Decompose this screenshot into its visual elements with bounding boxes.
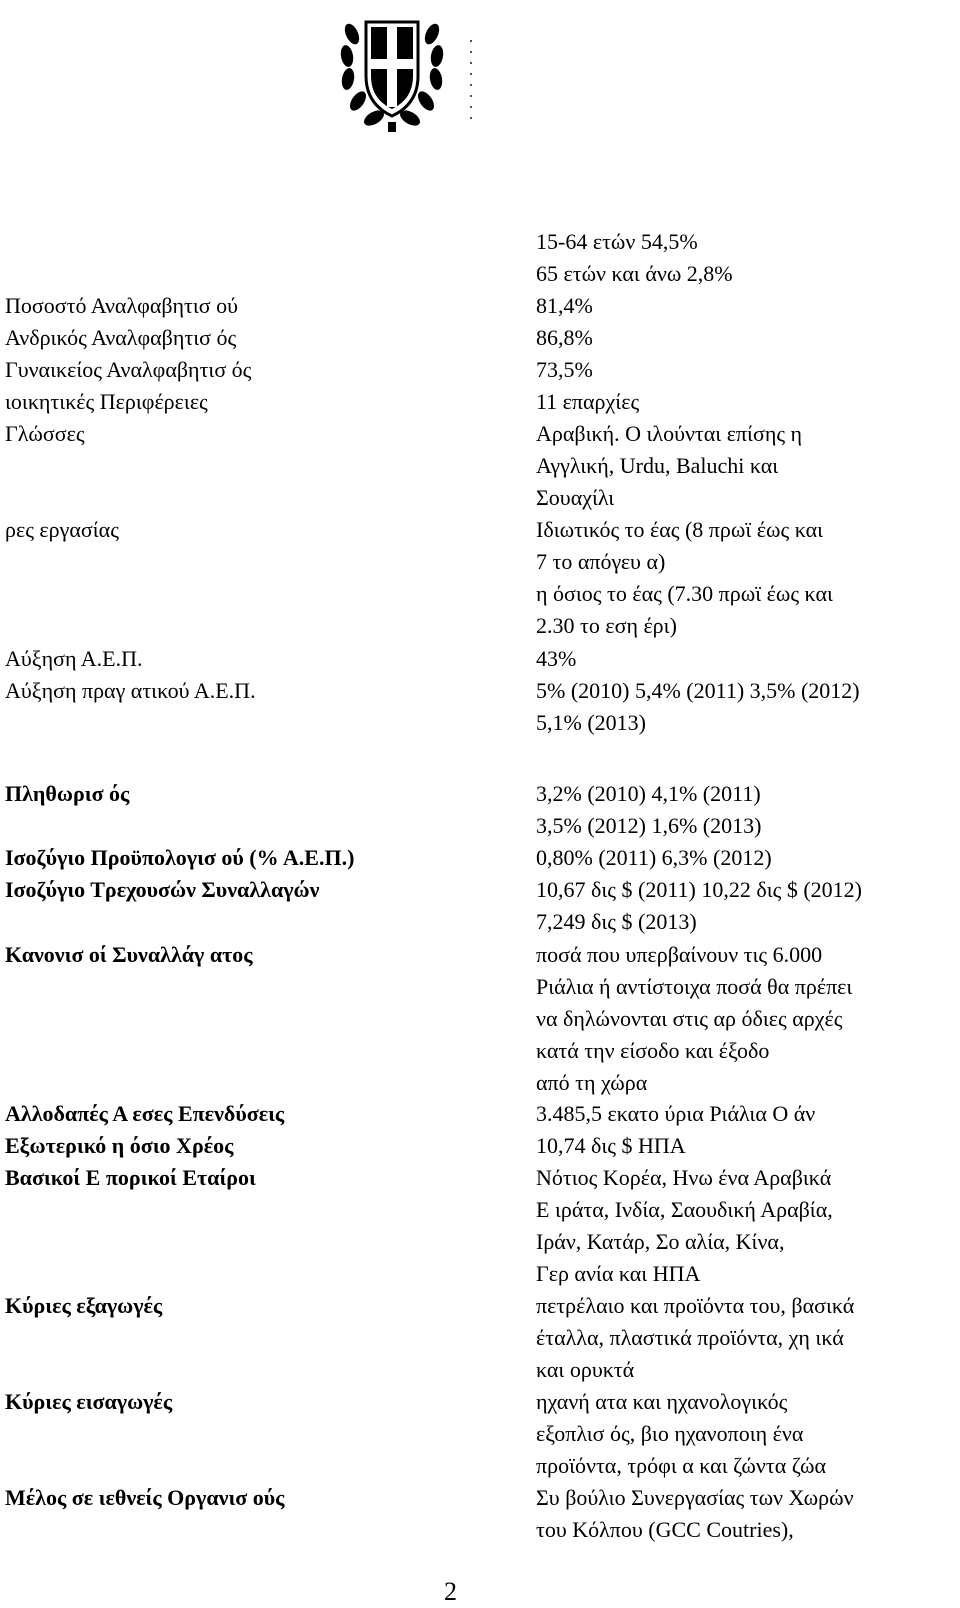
row-label: Κύριες εξαγωγές	[5, 1293, 163, 1318]
row-value: 0,80% (2011) 6,3% (2012)	[536, 845, 772, 870]
greek-emblem-logo	[338, 4, 446, 136]
row-label: Κανονισ οί Συναλλάγ ατος	[5, 942, 253, 967]
row-label: ρες εργασίας	[5, 517, 119, 542]
row-value: Αραβική. Ο ιλούνται επίσης η Αγγλική, Urdu, Baluchi και Σουαχίλι	[536, 421, 803, 510]
row-value: 86,8%	[536, 325, 593, 350]
row-label: ιοικητικές Περιφέρειες	[5, 389, 208, 414]
row-label: Ισοζύγιο Τρεχουσών Συναλλαγών	[5, 877, 320, 902]
row-label: Γυναικείος Αναλφαβητισ ός	[5, 357, 252, 382]
row-value: ποσά που υπερβαίνουν τις 6.000 Ριάλια ή αντίστοιχα ποσά θα πρέπει να δηλώνονται στις αρ όδιες αρχές κατά την είσοδο και έξοδο από τη χώρα	[536, 942, 853, 1095]
row-value: 15-64 ετών 54,5%	[536, 229, 698, 254]
row-value: 3.485,5 εκατο ύρια Ριάλια Ο άν	[536, 1101, 816, 1126]
row-value: 3,2% (2010) 4,1% (2011) 3,5% (2012) 1,6% (2013)	[536, 781, 762, 838]
row-label: Βασικοί Ε πορικοί Εταίροι	[5, 1165, 256, 1190]
row-label: Πληθωρισ ός	[5, 781, 130, 806]
page-number: 2	[444, 1577, 457, 1606]
margin-dots-mark	[470, 40, 474, 128]
row-value: 73,5%	[536, 357, 593, 382]
row-value: πετρέλαιο και προϊόντα του, βασικά έταλλα, πλαστικά προϊόντα, χη ικά και ορυκτά	[536, 1293, 855, 1382]
row-label: Κύριες εισαγωγές	[5, 1389, 173, 1414]
row-value: 43%	[536, 646, 577, 671]
row-label: Γλώσσες	[5, 421, 85, 446]
row-value: Συ βούλιο Συνεργασίας των Χωρών του Κόλπου (GCC Coutries),	[536, 1485, 854, 1542]
row-label: Μέλος σε ιεθνείς Οργανισ ούς	[5, 1485, 285, 1510]
row-value: 10,74 δις $ ΗΠΑ	[536, 1133, 686, 1158]
row-label: Εξωτερικό η όσιο Χρέος	[5, 1133, 234, 1158]
row-value: 11 επαρχίες	[536, 389, 640, 414]
row-label: Ανδρικός Αναλφαβητισ ός	[5, 325, 237, 350]
row-value: 81,4%	[536, 293, 593, 318]
row-value: 5% (2010) 5,4% (2011) 3,5% (2012) 5,1% (2013)	[536, 678, 860, 735]
row-label: Αλλοδαπές Α εσες Επενδύσεις	[5, 1101, 285, 1126]
row-value: ηχανή ατα και ηχανολογικός εξοπλισ ός, βιο ηχανοποιη ένα προϊόντα, τρόφι α και ζώντα ζώα	[536, 1389, 827, 1478]
row-value: Νότιος Κορέα, Ηνω ένα Αραβικά Ε ιράτα, Ινδία, Σαουδική Αραβία, Ιράν, Κατάρ, Σο αλία, Κίνα, Γερ ανία και ΗΠΑ	[536, 1165, 833, 1286]
row-value: 65 ετών και άνω 2,8%	[536, 261, 733, 286]
row-label: Αύξηση πραγ ατικού Α.Ε.Π.	[5, 678, 256, 703]
row-label: Αύξηση Α.Ε.Π.	[5, 646, 143, 671]
row-label: Ισοζύγιο Προϋπολογισ ού (% Α.Ε.Π.)	[5, 845, 355, 870]
row-label: Ποσοστό Αναλφαβητισ ού	[5, 293, 239, 318]
row-value: Ιδιωτικός το έας (8 πρωϊ έως και 7 το απόγευ α) η όσιος το έας (7.30 πρωϊ έως και 2.30 το εση έρι)	[536, 517, 833, 638]
row-value: 10,67 δις $ (2011) 10,22 δις $ (2012) 7,249 δις $ (2013)	[536, 877, 862, 934]
